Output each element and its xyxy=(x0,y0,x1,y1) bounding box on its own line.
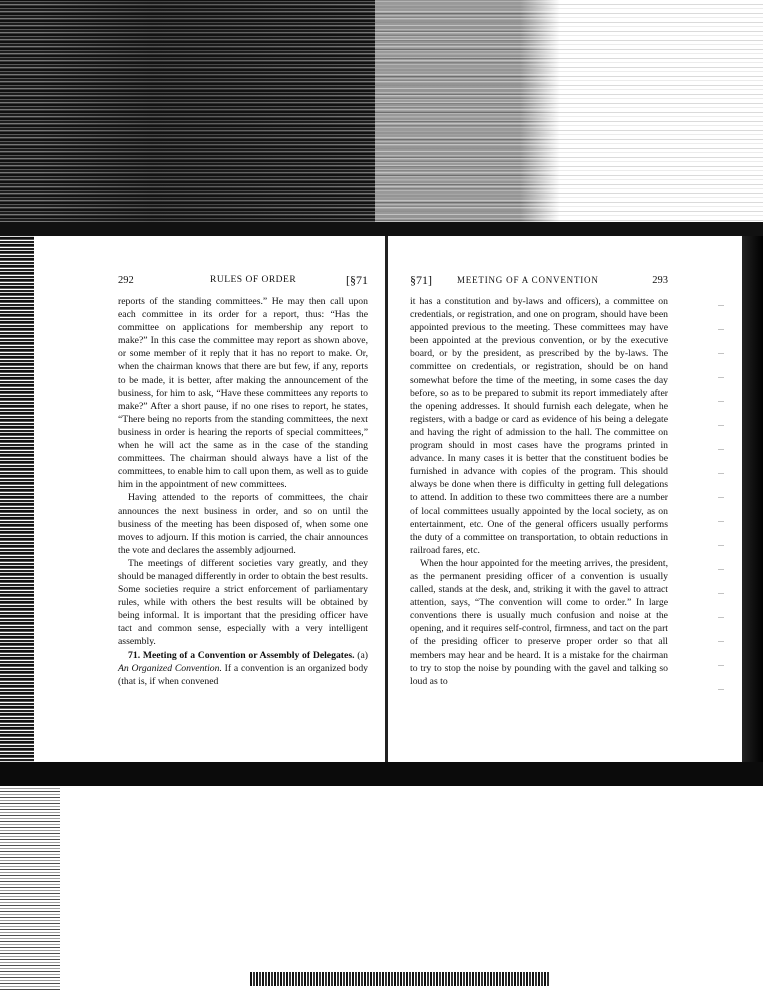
paragraph: When the hour appointed for the meeting arrives, the president, as the permanent presiding officer of a convention is usually called, stands at the desk, and, striking it with the gavel to attract attention, says, “The convention will come to order.” In large conventions there is usually much confusion and noise at the opening, and it requires self-control, firmness, and tact on the part of the presiding officer to preserve proper order so that all members may hear and be heard. It is a mistake for the chairman to try to stop the noise by pounding with the gavel and talking so loud as to xyxy=(410,557,668,687)
book-gutter xyxy=(385,236,388,764)
scan-artifact-bottom xyxy=(250,972,550,986)
paragraph: it has a constitution and by-laws and officers), a committee on credentials, or registration, and one on program, should have been appointed previous to the meeting. These committees may have been appointed at the previous convention, or by the executive board, or by the president, as prescribed by the by-laws. The committee on credentials, or registration, should be on hand somewhat before the time of the meeting, in some cases the day before, so as to be prepared to submit its report immediately after the opening addresses. It should furnish each delegate, when he registers, with a badge or card as evidence of his being a delegate and having the right of admission to the hall. The committee on program should in most cases have the programs printed in advance. In many cases it is better that the constituent bodies be furnished in advance with copies of the program. This should always be done when there is difficulty in getting full delegations to attend. In addition to these two committees there are a number of local committees usually appointed by the local society, as on entertainment, etc. One of the general officers usually performs the duty of a committee on transportation, to obtain reductions in railroad fares, etc. xyxy=(410,296,668,556)
scan-artifact-top-right xyxy=(375,0,763,225)
left-page-text xyxy=(118,295,368,688)
book-bottom-edge xyxy=(0,762,763,786)
book-right-edge xyxy=(742,236,763,764)
paragraph: reports of the standing committees.” He may then call upon each committee in its order for a report, thus: “Has the committee on applications for membership any report to make?” In this case the committee may report as shown above, or some member of it reply that it has no report to make. Or, when the chairman knows that there are but few, if any, reports to be made, it is better, after making the announcement of the business, for him to ask, “Have these committees any reports to make?” After a short pause, if no one rises to report, he states, “There being no reports from the standing committees, the next business in order is hearing the reports of special committees,” when he will act the same as in the case of the standing committees. The chairman should always have a list of the committees, to enable him to call upon them, as well as to guide him in the appointment of new committees. xyxy=(118,296,368,491)
book-top-edge xyxy=(0,222,763,236)
left-running-head xyxy=(118,272,368,288)
paragraph: The meetings of different societies vary greatly, and they should be managed differently in order to obtain the best results. Some societies require a strict enforcement of parliamentary rules, while with others the best results will be obtained by being informal. It is important that the presiding officer have tact and common sense, especially with a very intelligent assembly. xyxy=(118,557,368,648)
right-page-number: 293 xyxy=(652,274,668,286)
paragraph: Having attended to the reports of committees, the chair announces the next business in order, and so on until the business of the meeting has been disposed of, when some one moves to adjourn. If this motion is carried, the chair announces the vote and declares the assembly adjourned. xyxy=(118,492,368,556)
subsection-label: (a) xyxy=(357,649,368,661)
scan-margin-marks xyxy=(718,300,724,700)
right-page-text xyxy=(410,295,668,688)
section-heading: 71. Meeting of a Convention or Assembly of Delegates. xyxy=(128,649,355,661)
right-section-mark: §71] xyxy=(410,272,432,287)
scan-artifact-bottom-left xyxy=(0,786,60,990)
section-paragraph xyxy=(118,649,368,688)
subsection-title: An Organized Convention. xyxy=(118,662,222,674)
right-running-title: MEETING OF A CONVENTION xyxy=(457,275,599,285)
book-left-edge xyxy=(0,236,34,764)
right-running-head xyxy=(410,272,668,288)
left-running-title: RULES OF ORDER xyxy=(210,275,297,285)
section-text: If a convention is an organized body (that is, if when convened xyxy=(118,662,369,687)
left-page-number: 292 xyxy=(118,274,134,286)
left-section-mark: [§71 xyxy=(346,272,368,287)
